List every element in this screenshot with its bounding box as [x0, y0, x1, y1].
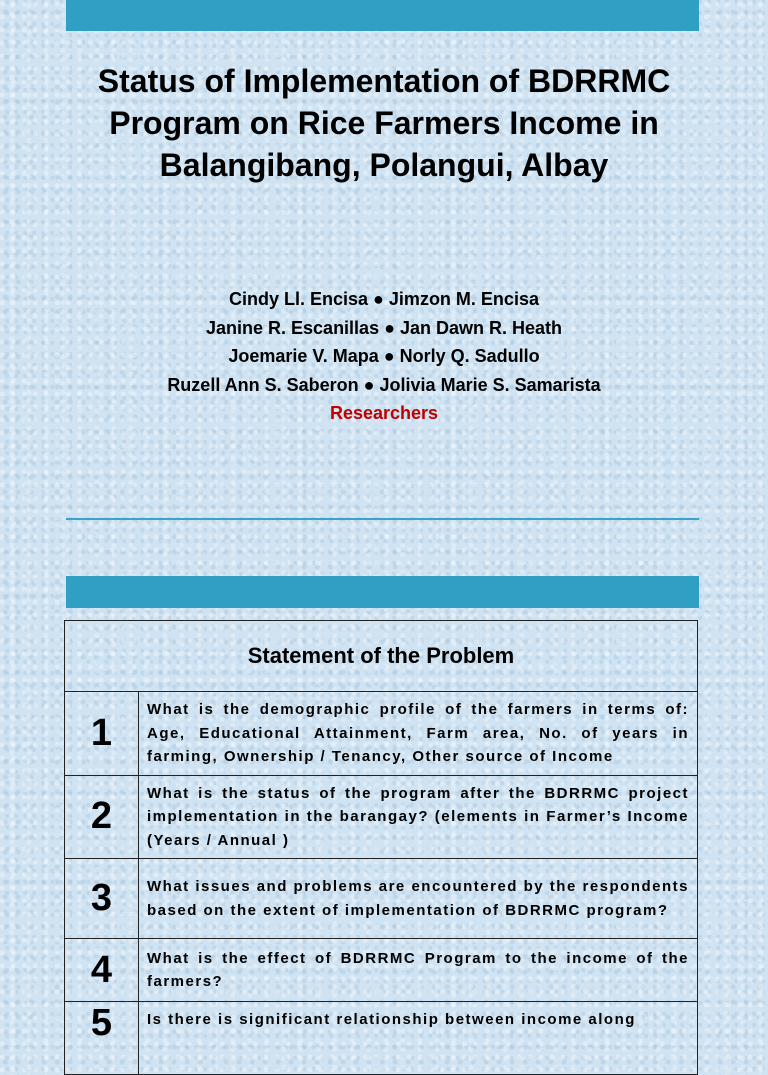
- table-heading: Statement of the Problem: [65, 621, 698, 692]
- problem-question: What is the demographic profile of the farmers in terms of: Age, Educational Attainment, Farm area, No. of years in farming, Ownership / Tenancy, Other source of Income: [139, 692, 698, 776]
- author-line: Cindy Ll. Encisa ● Jimzon M. Encisa: [229, 289, 539, 309]
- problem-number: 4: [65, 939, 139, 1002]
- problem-statement-table: [64, 620, 698, 1075]
- author-line: Joemarie V. Mapa ● Norly Q. Sadullo: [228, 346, 540, 366]
- table-row: [65, 939, 698, 1002]
- table-row: [65, 1002, 698, 1075]
- problem-number: 1: [65, 692, 139, 776]
- section-divider: [66, 518, 699, 520]
- table-row: [65, 859, 698, 939]
- problem-question: What is the effect of BDRRMC Program to the income of the farmers?: [139, 939, 698, 1002]
- author-role-label: Researchers: [329, 403, 439, 423]
- page-title: Status of Implementation of BDRRMC Program on Rice Farmers Income in Balangibang, Polangui, Albay: [97, 63, 671, 183]
- author-line: Ruzell Ann S. Saberon ● Jolivia Marie S. Samarista: [167, 374, 601, 395]
- problem-question: What issues and problems are encountered by the respondents based on the extent of implementation of BDRRMC program?: [139, 859, 698, 939]
- problem-number: 2: [65, 775, 139, 859]
- problem-question: Is there is significant relationship between income along: [139, 1002, 698, 1075]
- problem-number: 5: [65, 1002, 139, 1075]
- author-line: Janine R. Escanillas ● Jan Dawn R. Heath: [206, 317, 562, 338]
- author-list: [40, 285, 728, 428]
- top-accent-bar: [66, 0, 699, 31]
- table-row: [65, 775, 698, 859]
- problem-question: What is the status of the program after the BDRRMC project implementation in the barangay? (elements in Farmer’s Income (Years / Annual ): [139, 775, 698, 859]
- table-row: [65, 692, 698, 776]
- section-accent-bar: [66, 576, 699, 608]
- problem-number: 3: [65, 859, 139, 939]
